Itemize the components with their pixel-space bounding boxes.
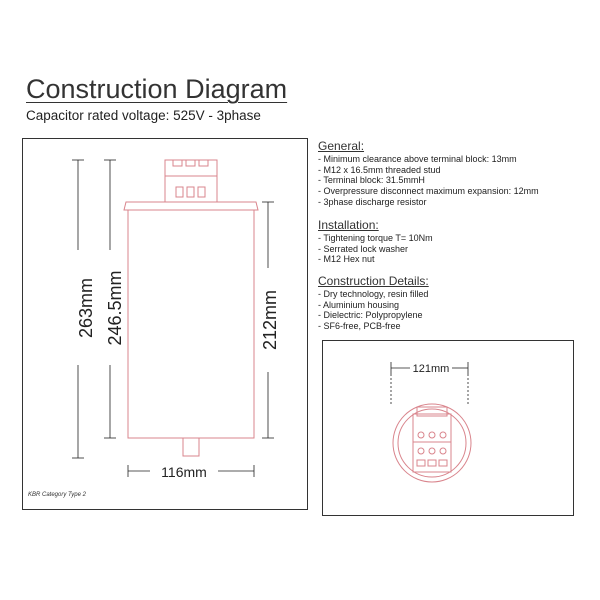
capacitor-top-view <box>393 404 471 482</box>
installation-item: - Tightening torque T= 10Nm <box>318 233 433 243</box>
overall-height-label: 263mm <box>76 277 96 339</box>
body-height-label: 212mm <box>260 289 280 351</box>
general-item: - M12 x 16.5mm threaded stud <box>318 164 441 175</box>
terminal-stud-1 <box>173 160 182 166</box>
page-subtitle: Capacitor rated voltage: 525V - 3phase <box>26 108 261 123</box>
terminal-screw-3 <box>198 187 205 197</box>
installation-section <box>318 218 433 265</box>
top-diameter-label: 121mm <box>412 363 450 375</box>
category-footer: KBR Category Type 2 <box>28 492 86 498</box>
installation-heading: Installation: <box>318 218 379 232</box>
construction-details-section <box>318 274 429 332</box>
construction-details-heading: Construction Details: <box>318 274 429 288</box>
general-section <box>318 139 539 208</box>
general-item: - Minimum clearance above terminal block: 13mm <box>318 154 517 164</box>
construction-details-item: - Dry technology, resin filled <box>318 289 429 299</box>
page-title: Construction Diagram <box>26 74 288 104</box>
terminal-screw-1 <box>176 187 183 197</box>
top-inner-circle <box>398 409 466 477</box>
capacitor-body <box>128 210 254 438</box>
general-heading: General: <box>318 139 365 153</box>
top-terminal-block <box>413 414 451 472</box>
construction-details-item: - Aluminium housing <box>318 299 400 310</box>
construction-details-item: - Dielectric: Polypropylene <box>318 310 423 321</box>
general-item: - 3phase discharge resistor <box>318 196 427 207</box>
installation-item: - Serrated lock washer <box>318 243 409 254</box>
capacitor-lid <box>124 202 258 210</box>
installation-item: - M12 Hex nut <box>318 254 375 265</box>
can-height-label: 246.5mm <box>105 270 125 346</box>
construction-details-item: - SF6-free, PCB-free <box>318 321 401 332</box>
general-item: - Overpressure disconnect maximum expansion: 12mm <box>318 186 539 197</box>
diameter-label: 116mm <box>161 464 207 480</box>
general-item: - Terminal block: 31.5mmH <box>318 175 425 186</box>
terminal-stud-2 <box>186 160 195 166</box>
capacitor-side-view <box>124 160 258 456</box>
bottom-stud <box>183 438 199 456</box>
terminal-stud-3 <box>199 160 208 166</box>
terminal-screw-2 <box>187 187 194 197</box>
